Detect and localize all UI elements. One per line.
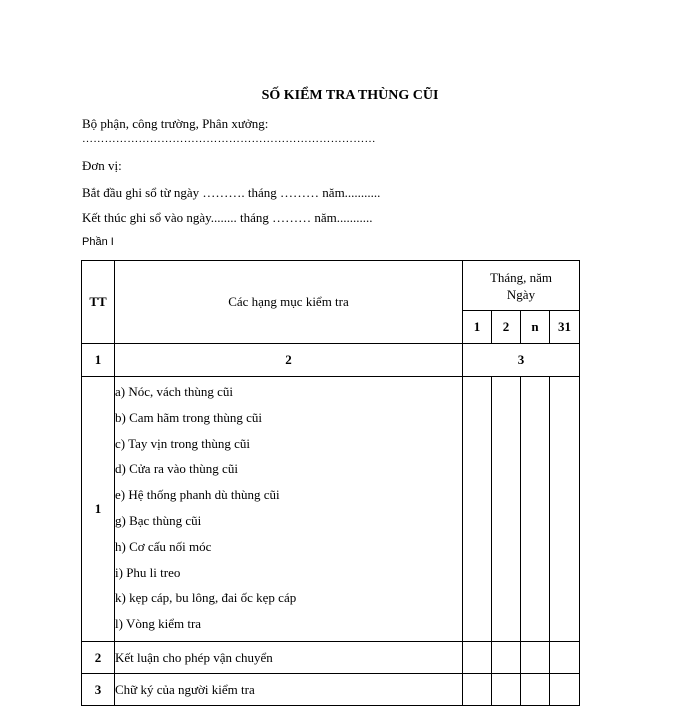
signature-cell[interactable]	[463, 674, 492, 706]
list-item: l) Vòng kiểm tra	[115, 616, 202, 632]
start-date-line: Bắt đầu ghi sổ từ ngày ………. tháng ……… năm...........	[82, 185, 381, 200]
index-row	[82, 344, 580, 377]
check-cell[interactable]	[521, 642, 550, 674]
header-day-label: Ngày	[506, 286, 536, 302]
document-title: SỐ KIỂM TRA THÙNG CŨI	[261, 88, 439, 103]
index-col-3: 3	[463, 344, 580, 377]
list-item: a) Nóc, vách thùng cũi	[115, 384, 234, 399]
header-month-year	[463, 261, 580, 311]
index-col-1: 1	[82, 344, 115, 377]
list-item: e) Hệ thống phanh dù thùng cũi	[115, 487, 280, 503]
row-label: Kết luận cho phép vận chuyển	[115, 642, 463, 674]
signature-cell[interactable]	[550, 674, 580, 706]
list-item: k) kẹp cáp, bu lông, đai ốc kẹp cáp	[115, 590, 297, 606]
list-item: d) Cửa ra vào thùng cũi	[115, 461, 238, 477]
header-items: Các hạng mục kiểm tra	[115, 261, 463, 344]
check-cell[interactable]	[492, 642, 521, 674]
unit-label: Đơn vị:	[82, 158, 122, 173]
check-cell[interactable]	[492, 377, 521, 642]
inspection-table	[81, 260, 580, 706]
table-row	[82, 674, 580, 706]
header-tt: TT	[82, 261, 115, 344]
row-label: Chữ ký của người kiểm tra	[115, 674, 463, 706]
list-item: c) Tay vịn trong thùng cũi	[115, 435, 250, 451]
check-cell[interactable]	[521, 377, 550, 642]
header-month-year-label: Tháng, năm	[489, 269, 553, 285]
signature-cell[interactable]	[521, 674, 550, 706]
list-item: g) Bạc thùng cũi	[115, 512, 202, 528]
department-dots: ……………………………………………………………………	[82, 133, 376, 145]
list-item: i) Phu li treo	[115, 564, 181, 580]
part-label: Phần I	[82, 236, 114, 248]
check-cell[interactable]	[463, 642, 492, 674]
header-row	[82, 261, 580, 311]
row-tt: 1	[82, 377, 115, 642]
inspection-items-cell	[115, 377, 463, 642]
table-row	[82, 377, 580, 642]
day-col-n: n	[521, 311, 550, 344]
day-col-31: 31	[550, 311, 580, 344]
check-cell[interactable]	[550, 642, 580, 674]
check-cell[interactable]	[463, 377, 492, 642]
day-col-1: 1	[463, 311, 492, 344]
list-item: b) Cam hãm trong thùng cũi	[115, 409, 262, 425]
department-label: Bộ phận, công trường, Phân xưởng:	[82, 116, 269, 131]
day-col-2: 2	[492, 311, 521, 344]
check-cell[interactable]	[550, 377, 580, 642]
row-tt: 3	[82, 674, 115, 706]
table-row	[82, 642, 580, 674]
row-tt: 2	[82, 642, 115, 674]
signature-cell[interactable]	[492, 674, 521, 706]
index-col-2: 2	[115, 344, 463, 377]
list-item: h) Cơ cấu nối móc	[115, 538, 212, 554]
end-date-line: Kết thúc ghi sổ vào ngày........ tháng ……… năm...........	[82, 210, 373, 225]
